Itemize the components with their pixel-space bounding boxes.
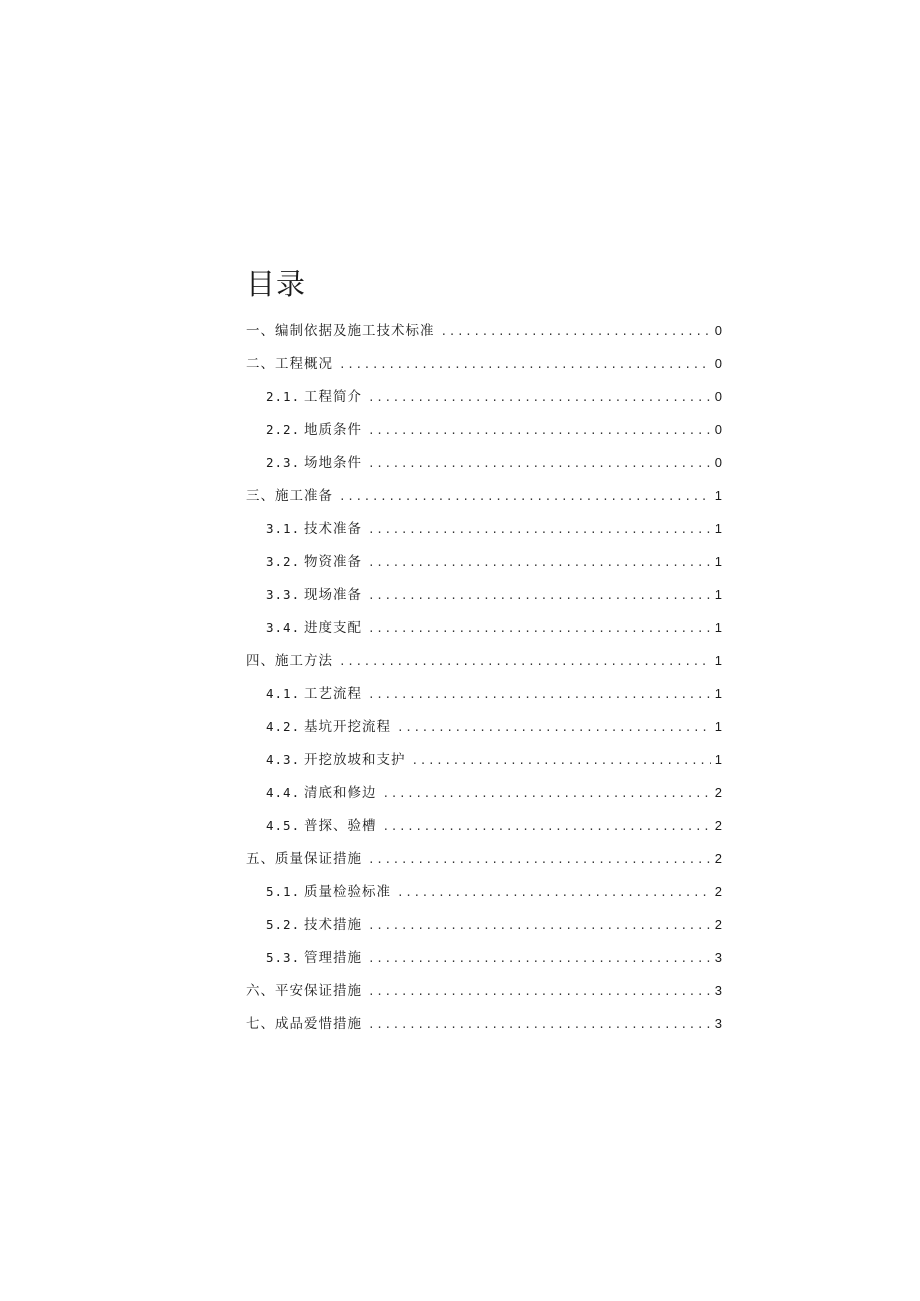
toc-dot-leader [368, 849, 711, 871]
toc-entry[interactable] [246, 584, 722, 617]
toc-entry-page-number: 1 [714, 719, 722, 734]
toc-entry-page-number: 0 [714, 356, 722, 371]
toc-dot-leader [368, 1014, 711, 1036]
toc-entry-number: 3.1. [266, 521, 301, 536]
toc-entry-title: 技术措施 [304, 917, 362, 933]
toc-entry-page-number: 1 [714, 554, 722, 569]
toc-entry-title: 场地条件 [304, 455, 362, 471]
toc-dot-leader [383, 816, 712, 838]
toc-entry-number: 5.2. [266, 917, 301, 932]
toc-entry[interactable] [246, 617, 722, 650]
toc-entry[interactable] [246, 650, 722, 683]
toc-entry-page-number: 0 [714, 323, 722, 338]
toc-entry-page-number: 3 [714, 950, 722, 965]
toc-entry-title: 三、施工准备 [246, 488, 333, 504]
toc-entry-page-number: 1 [714, 686, 722, 701]
toc-entry-number: 2.3. [266, 455, 301, 470]
toc-entry[interactable] [246, 848, 722, 881]
toc-entry[interactable] [246, 881, 722, 914]
toc-entry-title: 二、工程概况 [246, 356, 333, 372]
toc-dot-leader [368, 453, 711, 475]
toc-entry-title: 工艺流程 [304, 686, 362, 702]
toc-dot-leader [368, 585, 711, 607]
toc-dot-leader [397, 882, 711, 904]
toc-entry-title: 现场准备 [304, 587, 362, 603]
toc-entry-page-number: 0 [714, 455, 722, 470]
toc-entry-title: 六、平安保证措施 [246, 983, 362, 999]
toc-dot-leader [368, 948, 711, 970]
toc-entry-title: 技术准备 [304, 521, 362, 537]
toc-dot-leader [412, 750, 712, 772]
toc-entry[interactable] [246, 551, 722, 584]
toc-dot-leader [339, 354, 711, 376]
toc-entry-title: 质量检验标准 [304, 884, 391, 900]
toc-dot-leader [368, 618, 711, 640]
toc-entry[interactable] [246, 353, 722, 386]
toc-entry-page-number: 1 [714, 620, 722, 635]
toc-entry-title: 四、施工方法 [246, 653, 333, 669]
toc-entry[interactable] [246, 485, 722, 518]
toc-entry-title: 开挖放坡和支护 [304, 752, 406, 768]
toc-entry-number: 2.2. [266, 422, 301, 437]
table-of-contents [246, 320, 722, 1046]
toc-dot-leader [368, 552, 711, 574]
toc-entry-page-number: 3 [714, 1016, 722, 1031]
toc-entry[interactable] [246, 683, 722, 716]
toc-entry-title: 普探、验槽 [304, 818, 377, 834]
toc-dot-leader [441, 321, 712, 343]
toc-entry[interactable] [246, 815, 722, 848]
toc-entry-number: 4.1. [266, 686, 301, 701]
toc-entry-page-number: 1 [714, 521, 722, 536]
toc-entry-title: 物资准备 [304, 554, 362, 570]
toc-entry-page-number: 0 [714, 389, 722, 404]
toc-entry[interactable] [246, 716, 722, 749]
toc-entry-page-number: 2 [714, 917, 722, 932]
toc-entry[interactable] [246, 386, 722, 419]
toc-dot-leader [397, 717, 711, 739]
toc-entry-number: 3.3. [266, 587, 301, 602]
toc-dot-leader [368, 387, 711, 409]
toc-dot-leader [383, 783, 712, 805]
toc-entry[interactable] [246, 749, 722, 782]
toc-entry-number: 3.4. [266, 620, 301, 635]
toc-entry-number: 4.4. [266, 785, 301, 800]
toc-entry-title: 地质条件 [304, 422, 362, 438]
toc-entry[interactable] [246, 980, 722, 1013]
toc-entry-number: 4.3. [266, 752, 301, 767]
toc-entry-title: 管理措施 [304, 950, 362, 966]
toc-entry-page-number: 2 [714, 785, 722, 800]
toc-entry-page-number: 1 [714, 653, 722, 668]
toc-entry-title: 基坑开挖流程 [304, 719, 391, 735]
toc-dot-leader [339, 486, 711, 508]
toc-entry-title: 一、编制依据及施工技术标准 [246, 323, 435, 339]
toc-dot-leader [339, 651, 711, 673]
toc-entry[interactable] [246, 947, 722, 980]
toc-entry-number: 2.1. [266, 389, 301, 404]
toc-entry-title: 清底和修边 [304, 785, 377, 801]
toc-entry-title: 进度支配 [304, 620, 362, 636]
toc-entry-page-number: 1 [714, 488, 722, 503]
toc-entry-number: 4.5. [266, 818, 301, 833]
toc-entry-number: 5.1. [266, 884, 301, 899]
toc-entry-page-number: 2 [714, 851, 722, 866]
toc-entry[interactable] [246, 419, 722, 452]
toc-entry[interactable] [246, 452, 722, 485]
toc-entry-number: 3.2. [266, 554, 301, 569]
toc-entry-page-number: 2 [714, 884, 722, 899]
toc-entry[interactable] [246, 782, 722, 815]
toc-dot-leader [368, 981, 711, 1003]
page-title: 目录 [246, 267, 307, 301]
toc-entry-page-number: 2 [714, 818, 722, 833]
toc-entry-title: 五、质量保证措施 [246, 851, 362, 867]
toc-entry[interactable] [246, 518, 722, 551]
toc-entry-page-number: 1 [714, 587, 722, 602]
toc-entry[interactable] [246, 320, 722, 353]
toc-dot-leader [368, 519, 711, 541]
toc-entry[interactable] [246, 914, 722, 947]
toc-entry-page-number: 0 [714, 422, 722, 437]
toc-entry-page-number: 3 [714, 983, 722, 998]
toc-entry-title: 工程简介 [304, 389, 362, 405]
toc-entry-number: 4.2. [266, 719, 301, 734]
toc-entry-page-number: 1 [714, 752, 722, 767]
toc-dot-leader [368, 420, 711, 442]
toc-entry[interactable] [246, 1013, 722, 1046]
toc-dot-leader [368, 684, 711, 706]
toc-entry-number: 5.3. [266, 950, 301, 965]
toc-entry-title: 七、成品爱惜措施 [246, 1016, 362, 1032]
toc-dot-leader [368, 915, 711, 937]
